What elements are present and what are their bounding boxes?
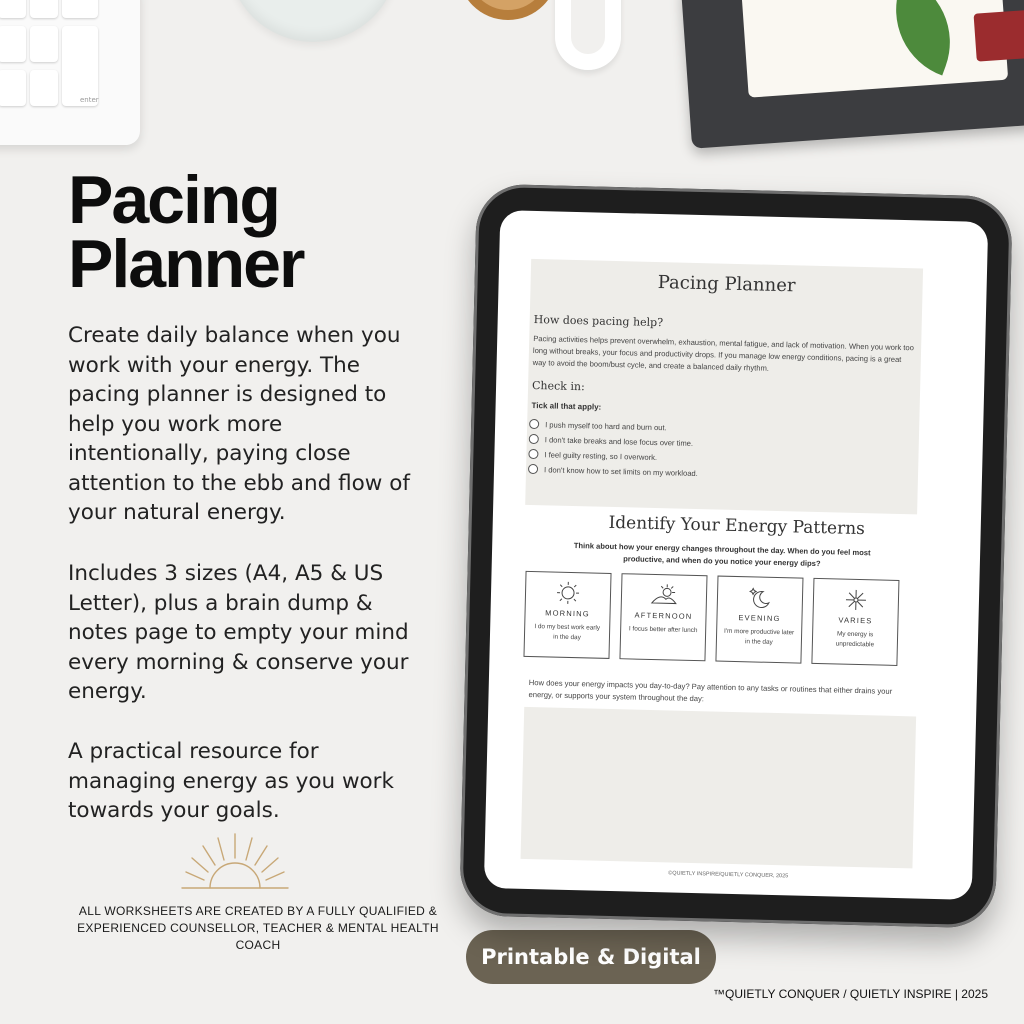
keyboard-key: [62, 0, 98, 18]
document-footer: ©QUIETLY INSPIRE/QUIETLY CONQUER, 2025: [668, 870, 789, 880]
checkin-heading: Check in:: [531, 378, 585, 394]
keyboard-key: [30, 26, 58, 62]
how-heading: How does pacing help?: [533, 312, 664, 330]
card-name: VARIES: [838, 615, 873, 626]
keyboard-key: [62, 26, 98, 106]
checkbox-circle[interactable]: [528, 449, 538, 459]
credentials-note: [58, 903, 458, 954]
checklist-text: I feel guilty resting, so I overwork.: [544, 449, 658, 462]
keyboard-photo: [0, 0, 140, 145]
sunrise-icon: [180, 832, 290, 892]
checklist-item[interactable]: [528, 464, 698, 478]
card-name: EVENING: [738, 613, 781, 624]
enter-key-label: enter: [80, 96, 99, 104]
checklist-text: I push myself too hard and burn out.: [545, 419, 667, 432]
cork-coaster-photo: [458, 0, 558, 20]
glass-photo: [228, 0, 398, 42]
notebook-page: [741, 0, 1009, 98]
tick-label: Tick all that apply:: [531, 400, 602, 412]
checklist-item[interactable]: [529, 434, 694, 448]
intro-panel: [525, 259, 923, 515]
mug-photo: [555, 0, 621, 70]
checklist-text: I don't know how to set limits on my workload.: [543, 464, 698, 478]
title-line-2: Planner: [68, 226, 304, 302]
checkbox-circle[interactable]: [529, 434, 539, 444]
credentials-line-1: ALL WORKSHEETS ARE CREATED BY A FULLY QUALIFIED &: [78, 904, 438, 918]
card-description: I do my best work early in the day: [534, 623, 601, 642]
page-title: [68, 162, 304, 302]
sparkle-icon: [844, 588, 869, 613]
how-paragraph: Pacing activities helps prevent overwhelm, exhaustion, mental fatigue, and lack of motivation. When you work too long without breaks, your focus and productivity drops. If you manage low energy conditions, pacing is a great way to avoid the boom/bust cycle, and create a balanced daily rhythm.: [532, 333, 914, 373]
patterns-question: Think about how your energy changes throughout the day. When do you feel most productive, and when do you notice your energy dips?: [573, 541, 871, 569]
morning-card: [523, 571, 611, 659]
checklist-item[interactable]: [528, 449, 657, 462]
card-name: AFTERNOON: [634, 610, 693, 621]
checklist-item[interactable]: [529, 419, 667, 432]
credentials-line-2: EXPERIENCED COUNSELLOR, TEACHER & MENTAL HEALTH COACH: [77, 921, 439, 952]
card-description: My energy is unpredictable: [835, 630, 875, 649]
intro-paragraph: Create daily balance when you work with your energy. The pacing planner is designed to help you work more intentionally, paying close attention to the ebb and flow of your natural energy.: [68, 323, 410, 525]
keyboard-key: [0, 26, 26, 62]
afternoon-card: [619, 573, 707, 661]
includes-paragraph: Includes 3 sizes (A4, A5 & US Letter), plus a brain dump & notes page to empty your mind every morning & conserve your energy.: [68, 561, 409, 704]
printable-digital-badge: Printable & Digital: [466, 930, 716, 984]
tablet-screen: [484, 210, 988, 900]
card-description: I focus better after lunch: [628, 625, 698, 635]
keyboard-key: [30, 0, 58, 18]
card-name: MORNING: [545, 608, 590, 619]
checkbox-circle[interactable]: [528, 464, 538, 474]
document-title: Pacing Planner: [657, 272, 796, 297]
sunset-icon: [650, 583, 679, 608]
impact-question: How does your energy impacts you day-to-day? Pay attention to any tasks or routines that either drains your energy, or supports your system throughout the day:: [528, 677, 893, 704]
checkbox-circle[interactable]: [529, 419, 539, 429]
notebook-strap: [974, 8, 1024, 61]
sun-icon: [556, 581, 581, 606]
title-line-1: Pacing: [68, 162, 279, 238]
evening-card: [715, 576, 803, 664]
moon-stars-icon: [748, 585, 773, 610]
checklist-text: I don't take breaks and lose focus over time.: [544, 434, 694, 448]
tablet-mockup: [459, 184, 1013, 929]
notes-area[interactable]: [521, 707, 917, 869]
card-description: I'm more productive later in the day: [724, 627, 795, 646]
keyboard-key: [0, 0, 26, 18]
notebook-photo: [681, 0, 1024, 149]
patterns-title: Identify Your Energy Patterns: [608, 512, 866, 540]
copyright-text: ™QUIETLY CONQUER / QUIETLY INSPIRE | 2025: [713, 987, 988, 1001]
varies-card: [811, 578, 899, 666]
resource-paragraph: A practical resource for managing energy as you work towards your goals.: [68, 739, 394, 823]
keyboard-key: [0, 70, 26, 106]
keyboard-key: [30, 70, 58, 106]
